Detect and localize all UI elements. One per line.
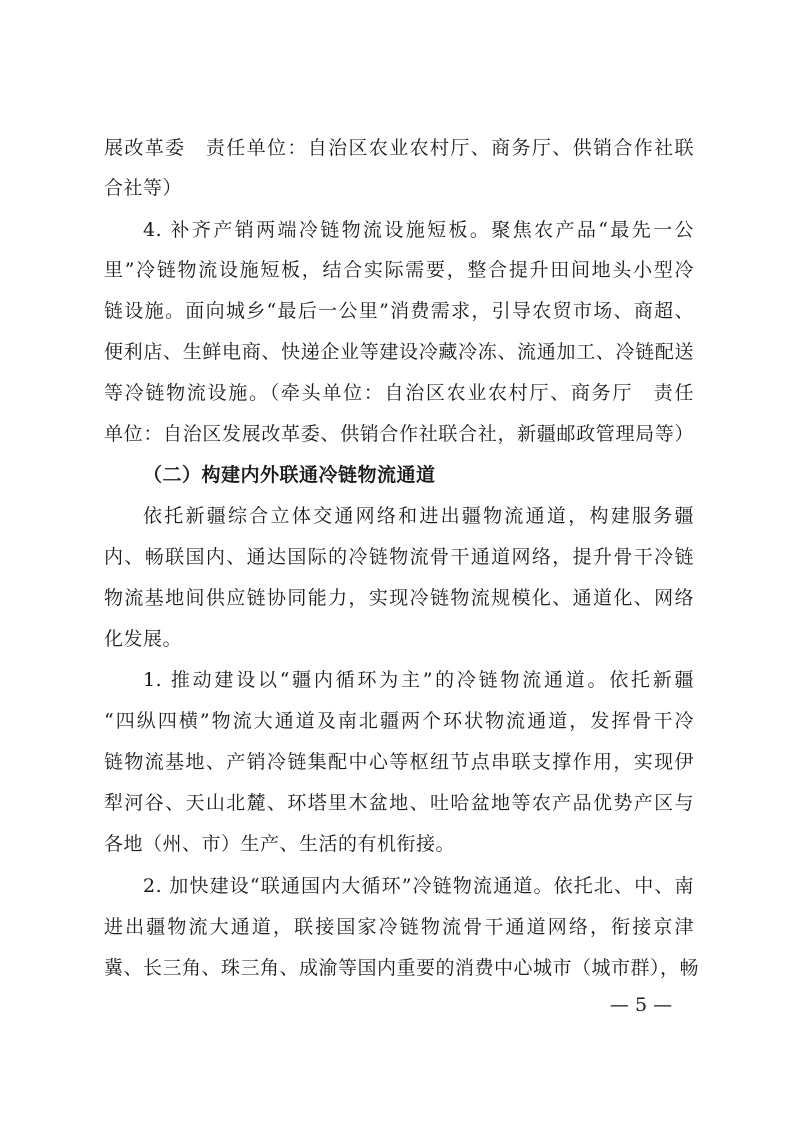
text-line: 链设施。面向城乡“最后一公里”消费需求，引导农贸市场、商超、 xyxy=(104,300,694,322)
text-line: 2. 加快建设“联通国内大循环”冷链物流通道。依托北、中、南 xyxy=(143,875,694,897)
text-line: 化发展。 xyxy=(104,628,183,650)
text-line: 展改革委 责任单位：自治区农业农村厅、商务厅、供销合作社联 xyxy=(104,137,694,159)
text-line: 4. 补齐产销两端冷链物流设施短板。聚焦农产品“最先一公 xyxy=(143,219,694,241)
text-line: 等冷链物流设施。（牵头单位：自治区农业农村厅、商务厅 责任 xyxy=(104,382,694,404)
text-line: 便利店、生鲜电商、快递企业等建设冷藏冷冻、流通加工、冷链配送 xyxy=(104,341,694,363)
text-line: 合社等） xyxy=(104,177,183,199)
text-line: 冀、长三角、珠三角、成渝等国内重要的消费中心城市（城市群），畅 xyxy=(104,957,700,979)
text-line: 内、畅联国内、通达国际的冷链物流骨干通道网络，提升骨干冷链 xyxy=(104,546,694,568)
text-line: “四纵四横”物流大通道及南北疆两个环状物流通道，发挥骨干冷 xyxy=(104,710,694,732)
text-line: 犁河谷、天山北麓、环塔里木盆地、吐哈盆地等农产品优势产区与 xyxy=(104,792,694,814)
text-line: 各地（州、市）生产、生活的有机衔接。 xyxy=(104,833,456,855)
page-number: — 5 — xyxy=(609,994,673,1016)
text-line: 依托新疆综合立体交通网络和进出疆物流通道，构建服务疆 xyxy=(143,505,694,527)
section-heading: （二）构建内外联通冷链物流通道 xyxy=(143,464,436,486)
text-line: 1. 推动建设以“疆内循环为主”的冷链物流通道。依托新疆 xyxy=(143,669,694,691)
text-line: 里”冷链物流设施短板，结合实际需要，整合提升田间地头小型冷 xyxy=(104,259,694,281)
text-line: 单位：自治区发展改革委、供销合作社联合社，新疆邮政管理局等） xyxy=(104,423,694,445)
text-line: 链物流基地、产销冷链集配中心等枢纽节点串联支撑作用，实现伊 xyxy=(104,751,694,773)
text-line: 进出疆物流大通道，联接国家冷链物流骨干通道网络，衔接京津 xyxy=(104,916,694,938)
text-line: 物流基地间供应链协同能力，实现冷链物流规模化、通道化、网络 xyxy=(104,587,694,609)
